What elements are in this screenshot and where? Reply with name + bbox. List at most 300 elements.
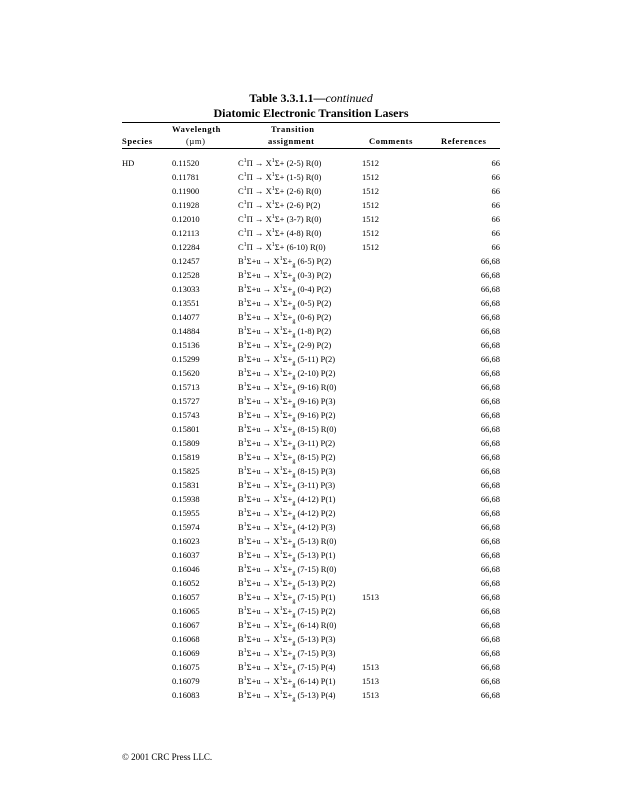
table-row — [0, 660, 617, 674]
wavelength-cell: 0.15938 — [172, 494, 200, 504]
references-cell: 66 — [491, 172, 500, 182]
upper-state: B — [238, 368, 244, 378]
lower-multiplicity: 1 — [279, 438, 283, 445]
references-cell: 66,68 — [480, 634, 500, 644]
upper-symmetry: Σ+u — [246, 690, 261, 700]
table-subtitle: Diatomic Electronic Transition Lasers — [213, 106, 409, 120]
upper-state: B — [238, 326, 244, 336]
lower-multiplicity: 1 — [279, 620, 283, 627]
upper-multiplicity: 1 — [243, 172, 247, 179]
table-body — [0, 156, 617, 702]
table-row — [0, 408, 617, 422]
lower-multiplicity: 1 — [279, 578, 283, 585]
references-cell: 66,68 — [480, 298, 500, 308]
upper-symmetry: Σ+u — [246, 424, 261, 434]
table-row — [0, 506, 617, 520]
references-cell: 66,68 — [480, 690, 500, 700]
table-row — [0, 380, 617, 394]
references-cell: 66 — [491, 186, 500, 196]
lower-parity: g — [292, 542, 296, 549]
comments-cell: 1512 — [362, 214, 379, 224]
lower-parity: g — [292, 304, 296, 311]
comments-cell: 1513 — [362, 592, 379, 602]
lower-parity: g — [292, 402, 296, 409]
wavelength-cell: 0.12457 — [172, 256, 200, 266]
wavelength-cell: 0.15299 — [172, 354, 200, 364]
transition-cell: $B^1\Sigma+u \to X^1\Sigma+_g$ (7-15) P(2) — [238, 606, 336, 619]
lower-multiplicity: 1 — [271, 214, 275, 221]
lower-symmetry: Σ+ — [282, 256, 293, 266]
lower-multiplicity: 1 — [279, 368, 283, 375]
wavelength-cell: 0.16083 — [172, 690, 200, 700]
lower-parity: g — [292, 626, 296, 633]
band-label: (5-13) P(1) — [297, 550, 336, 560]
lower-multiplicity: 1 — [279, 452, 283, 459]
table-row — [0, 436, 617, 450]
upper-multiplicity: 1 — [243, 522, 247, 529]
lower-parity: g — [292, 570, 296, 577]
header-wavelength-1: Wavelength — [172, 124, 221, 134]
table-row — [0, 534, 617, 548]
band-label: (9-16) R(0) — [297, 382, 337, 392]
comments-cell: 1513 — [362, 690, 379, 700]
band-label: (5-13) P(3) — [297, 634, 336, 644]
lower-parity: g — [292, 276, 296, 283]
upper-symmetry: Π — [246, 214, 253, 224]
table-row — [0, 338, 617, 352]
lower-multiplicity: 1 — [279, 270, 283, 277]
references-cell: 66,68 — [480, 578, 500, 588]
band-label: (8-15) R(0) — [297, 424, 337, 434]
upper-multiplicity: 1 — [243, 634, 247, 641]
lower-symmetry: Σ+ — [282, 424, 293, 434]
band-label: (2-6) R(0) — [286, 186, 322, 196]
wavelength-cell: 0.15713 — [172, 382, 200, 392]
transition-cell: $B^1\Sigma+u \to X^1\Sigma+_g$ (9-16) P(2) — [238, 410, 336, 423]
references-cell: 66,68 — [480, 438, 500, 448]
table-continued: continued — [325, 91, 373, 105]
transition-cell: $B^1\Sigma+u \to X^1\Sigma+_g$ (8-15) P(2) — [238, 452, 336, 465]
transition-cell: $C^1\Pi \to X^1\Sigma+ (4-8)$ R(0) — [238, 228, 322, 238]
upper-state: B — [238, 452, 244, 462]
wavelength-cell: 0.11928 — [172, 200, 200, 210]
lower-multiplicity: 1 — [279, 690, 283, 697]
upper-symmetry: Σ+u — [246, 270, 261, 280]
lower-symmetry: Σ+ — [274, 158, 285, 168]
upper-state: C — [238, 200, 244, 210]
lower-multiplicity: 1 — [279, 354, 283, 361]
upper-symmetry: Σ+u — [246, 368, 261, 378]
references-cell: 66,68 — [480, 396, 500, 406]
upper-multiplicity: 1 — [243, 438, 247, 445]
band-label: (6-10) R(0) — [286, 242, 326, 252]
wavelength-cell: 0.16052 — [172, 578, 200, 588]
transition-cell: $B^1\Sigma+u \to X^1\Sigma+_g$ (9-16) P(3) — [238, 396, 336, 409]
upper-symmetry: Σ+u — [246, 312, 261, 322]
lower-symmetry: Σ+ — [274, 200, 285, 210]
lower-multiplicity: 1 — [279, 648, 283, 655]
lower-symmetry: Σ+ — [282, 606, 293, 616]
lower-parity: g — [292, 458, 296, 465]
transition-cell: $B^1\Sigma+u \to X^1\Sigma+_g$ (0-6) P(2) — [238, 312, 332, 325]
lower-multiplicity: 1 — [279, 466, 283, 473]
comments-cell: 1512 — [362, 242, 379, 252]
transition-cell: $B^1\Sigma+u \to X^1\Sigma+_g$ (1-8) P(2) — [238, 326, 332, 339]
band-label: (4-12) P(1) — [297, 494, 336, 504]
lower-parity: g — [292, 430, 296, 437]
header-wavelength-2: (µm) — [186, 136, 206, 146]
lower-multiplicity: 1 — [279, 550, 283, 557]
transition-cell: $C^1\Pi \to X^1\Sigma+ (2-5)$ R(0) — [238, 158, 322, 168]
upper-state: B — [238, 256, 244, 266]
lower-multiplicity: 1 — [279, 592, 283, 599]
table-number: Table 3.3.1.1— — [249, 91, 326, 105]
lower-multiplicity: 1 — [279, 312, 283, 319]
lower-symmetry: Σ+ — [282, 676, 293, 686]
upper-symmetry: Π — [246, 200, 253, 210]
wavelength-cell: 0.15743 — [172, 410, 200, 420]
lower-parity: g — [292, 654, 296, 661]
upper-symmetry: Σ+u — [246, 508, 261, 518]
transition-cell: $B^1\Sigma+u \to X^1\Sigma+_g$ (6-14) R(0) — [238, 620, 337, 633]
wavelength-cell: 0.14077 — [172, 312, 200, 322]
header-transition-1: Transition — [271, 124, 315, 134]
lower-parity: g — [292, 486, 296, 493]
upper-symmetry: Σ+u — [246, 480, 261, 490]
table-row — [0, 268, 617, 282]
upper-multiplicity: 1 — [243, 550, 247, 557]
wavelength-cell: 0.16075 — [172, 662, 200, 672]
lower-symmetry: Σ+ — [282, 340, 293, 350]
comments-cell: 1513 — [362, 676, 379, 686]
upper-multiplicity: 1 — [243, 284, 247, 291]
lower-symmetry: Σ+ — [282, 634, 293, 644]
lower-multiplicity: 1 — [279, 382, 283, 389]
lower-symmetry: Σ+ — [274, 242, 285, 252]
upper-symmetry: Σ+u — [246, 396, 261, 406]
header-comments: Comments — [369, 136, 413, 146]
references-cell: 66,68 — [480, 256, 500, 266]
upper-multiplicity: 1 — [243, 186, 247, 193]
upper-multiplicity: 1 — [243, 620, 247, 627]
upper-symmetry: Σ+u — [246, 592, 261, 602]
upper-state: B — [238, 662, 244, 672]
upper-symmetry: Π — [246, 242, 253, 252]
references-cell: 66,68 — [480, 452, 500, 462]
upper-state: C — [238, 242, 244, 252]
upper-multiplicity: 1 — [243, 578, 247, 585]
comments-cell: 1512 — [362, 186, 379, 196]
band-label: (4-12) P(2) — [297, 508, 336, 518]
upper-state: B — [238, 382, 244, 392]
table-row — [0, 688, 617, 702]
band-label: (0-4) P(2) — [297, 284, 332, 294]
upper-symmetry: Σ+u — [246, 438, 261, 448]
table-row — [0, 156, 617, 170]
transition-cell: $C^1\Pi \to X^1\Sigma+ (2-6)$ P(2) — [238, 200, 321, 210]
lower-symmetry: Σ+ — [282, 494, 293, 504]
upper-multiplicity: 1 — [243, 662, 247, 669]
lower-multiplicity: 1 — [279, 256, 283, 263]
wavelength-cell: 0.16046 — [172, 564, 200, 574]
table-row — [0, 674, 617, 688]
upper-state: C — [238, 228, 244, 238]
transition-cell: $B^1\Sigma+u \to X^1\Sigma+_g$ (6-14) P(1) — [238, 676, 336, 689]
table-row — [0, 646, 617, 660]
transition-cell: $C^1\Pi \to X^1\Sigma+ (6-10)$ R(0) — [238, 242, 326, 252]
upper-state: B — [238, 550, 244, 560]
table-row — [0, 632, 617, 646]
table-row — [0, 520, 617, 534]
upper-state: C — [238, 186, 244, 196]
upper-multiplicity: 1 — [243, 480, 247, 487]
references-cell: 66,68 — [480, 550, 500, 560]
upper-state: B — [238, 522, 244, 532]
lower-parity: g — [292, 612, 296, 619]
lower-symmetry: Σ+ — [282, 592, 293, 602]
transition-cell: $B^1\Sigma+u \to X^1\Sigma+_g$ (8-15) R(0) — [238, 424, 337, 437]
upper-symmetry: Σ+u — [246, 676, 261, 686]
upper-symmetry: Σ+u — [246, 256, 261, 266]
lower-multiplicity: 1 — [271, 228, 275, 235]
lower-symmetry: Σ+ — [282, 410, 293, 420]
transition-cell: $B^1\Sigma+u \to X^1\Sigma+_g$ (0-3) P(2) — [238, 270, 332, 283]
wavelength-cell: 0.16065 — [172, 606, 200, 616]
wavelength-cell: 0.15831 — [172, 480, 200, 490]
wavelength-cell: 0.11520 — [172, 158, 200, 168]
references-cell: 66,68 — [480, 424, 500, 434]
lower-multiplicity: 1 — [279, 494, 283, 501]
upper-multiplicity: 1 — [243, 214, 247, 221]
upper-symmetry: Σ+u — [246, 550, 261, 560]
lower-symmetry: Σ+ — [282, 326, 293, 336]
lower-symmetry: Σ+ — [282, 382, 293, 392]
wavelength-cell: 0.15819 — [172, 452, 200, 462]
upper-state: B — [238, 676, 244, 686]
band-label: (4-12) P(3) — [297, 522, 336, 532]
table-row — [0, 170, 617, 184]
upper-state: B — [238, 438, 244, 448]
upper-state: B — [238, 536, 244, 546]
lower-parity: g — [292, 416, 296, 423]
band-label: (2-6) P(2) — [286, 200, 321, 210]
references-cell: 66,68 — [480, 494, 500, 504]
table-row — [0, 240, 617, 254]
references-cell: 66,68 — [480, 592, 500, 602]
references-cell: 66,68 — [480, 312, 500, 322]
upper-multiplicity: 1 — [243, 690, 247, 697]
lower-symmetry: Σ+ — [282, 438, 293, 448]
lower-multiplicity: 1 — [279, 410, 283, 417]
upper-symmetry: Σ+u — [246, 634, 261, 644]
table-row — [0, 604, 617, 618]
wavelength-cell: 0.16023 — [172, 536, 200, 546]
band-label: (7-15) P(2) — [297, 606, 336, 616]
transition-cell: $B^1\Sigma+u \to X^1\Sigma+_g$ (5-13) P(4) — [238, 690, 336, 703]
lower-symmetry: Σ+ — [274, 186, 285, 196]
upper-state: B — [238, 564, 244, 574]
band-label: (2-10) P(2) — [297, 368, 336, 378]
upper-state: B — [238, 340, 244, 350]
upper-symmetry: Σ+u — [246, 340, 261, 350]
wavelength-cell: 0.12528 — [172, 270, 200, 280]
band-label: (5-13) R(0) — [297, 536, 337, 546]
lower-parity: g — [292, 290, 296, 297]
transition-cell: $B^1\Sigma+u \to X^1\Sigma+_g$ (7-15) P(1) — [238, 592, 336, 605]
upper-symmetry: Π — [246, 186, 253, 196]
lower-parity: g — [292, 528, 296, 535]
upper-symmetry: Π — [246, 158, 253, 168]
band-label: (2-9) P(2) — [297, 340, 332, 350]
lower-symmetry: Σ+ — [282, 578, 293, 588]
table-row — [0, 618, 617, 632]
lower-symmetry: Σ+ — [282, 620, 293, 630]
upper-symmetry: Σ+u — [246, 382, 261, 392]
transition-cell: $B^1\Sigma+u \to X^1\Sigma+_g$ (4-12) P(1) — [238, 494, 336, 507]
lower-multiplicity: 1 — [271, 172, 275, 179]
transition-cell: $B^1\Sigma+u \to X^1\Sigma+_g$ (5-13) P(1) — [238, 550, 336, 563]
transition-cell: $B^1\Sigma+u \to X^1\Sigma+_g$ (0-5) P(2) — [238, 298, 332, 311]
lower-symmetry: Σ+ — [282, 690, 293, 700]
upper-symmetry: Σ+u — [246, 326, 261, 336]
upper-state: B — [238, 270, 244, 280]
lower-multiplicity: 1 — [271, 158, 275, 165]
lower-symmetry: Σ+ — [282, 480, 293, 490]
references-cell: 66 — [491, 200, 500, 210]
band-label: (3-7) R(0) — [286, 214, 322, 224]
lower-symmetry: Σ+ — [282, 354, 293, 364]
lower-symmetry: Σ+ — [282, 662, 293, 672]
upper-symmetry: Σ+u — [246, 494, 261, 504]
upper-state: B — [238, 396, 244, 406]
lower-parity: g — [292, 332, 296, 339]
upper-multiplicity: 1 — [243, 382, 247, 389]
upper-state: B — [238, 634, 244, 644]
upper-symmetry: Σ+u — [246, 522, 261, 532]
band-label: (3-11) P(2) — [297, 438, 336, 448]
wavelength-cell: 0.16057 — [172, 592, 200, 602]
upper-multiplicity: 1 — [243, 368, 247, 375]
references-cell: 66,68 — [480, 564, 500, 574]
table-row — [0, 310, 617, 324]
upper-multiplicity: 1 — [243, 270, 247, 277]
wavelength-cell: 0.12284 — [172, 242, 200, 252]
upper-multiplicity: 1 — [243, 326, 247, 333]
lower-symmetry: Σ+ — [282, 508, 293, 518]
lower-parity: g — [292, 500, 296, 507]
wavelength-cell: 0.13033 — [172, 284, 200, 294]
upper-multiplicity: 1 — [243, 564, 247, 571]
upper-multiplicity: 1 — [243, 606, 247, 613]
band-label: (7-15) P(4) — [297, 662, 336, 672]
upper-state: B — [238, 424, 244, 434]
transition-cell: $B^1\Sigma+u \to X^1\Sigma+_g$ (5-13) P(3) — [238, 634, 336, 647]
transition-cell: $B^1\Sigma+u \to X^1\Sigma+_g$ (7-15) R(0) — [238, 564, 337, 577]
transition-cell: $B^1\Sigma+u \to X^1\Sigma+_g$ (9-16) R(0) — [238, 382, 337, 395]
upper-symmetry: Σ+u — [246, 662, 261, 672]
upper-state: C — [238, 214, 244, 224]
lower-symmetry: Σ+ — [282, 298, 293, 308]
lower-symmetry: Σ+ — [282, 452, 293, 462]
table-row — [0, 282, 617, 296]
references-cell: 66,68 — [480, 340, 500, 350]
lower-multiplicity: 1 — [279, 424, 283, 431]
upper-state: B — [238, 578, 244, 588]
comments-cell: 1512 — [362, 228, 379, 238]
lower-multiplicity: 1 — [279, 634, 283, 641]
lower-multiplicity: 1 — [279, 564, 283, 571]
band-label: (9-16) P(3) — [297, 396, 336, 406]
upper-state: C — [238, 158, 244, 168]
lower-symmetry: Σ+ — [282, 284, 293, 294]
header-bottom-rule — [122, 148, 500, 149]
lower-multiplicity: 1 — [279, 298, 283, 305]
wavelength-cell: 0.15727 — [172, 396, 200, 406]
wavelength-cell: 0.15974 — [172, 522, 200, 532]
transition-cell: $B^1\Sigma+u \to X^1\Sigma+_g$ (0-4) P(2) — [238, 284, 332, 297]
wavelength-cell: 0.12010 — [172, 214, 200, 224]
upper-state: B — [238, 480, 244, 490]
references-cell: 66,68 — [480, 368, 500, 378]
band-label: (8-15) P(2) — [297, 452, 336, 462]
upper-state: B — [238, 508, 244, 518]
band-label: (5-11) P(2) — [297, 354, 336, 364]
upper-symmetry: Σ+u — [246, 648, 261, 658]
band-label: (3-11) P(3) — [297, 480, 336, 490]
wavelength-cell: 0.11900 — [172, 186, 200, 196]
upper-symmetry: Σ+u — [246, 620, 261, 630]
lower-parity: g — [292, 640, 296, 647]
transition-cell: $B^1\Sigma+u \to X^1\Sigma+_g$ (5-11) P(2) — [238, 354, 336, 367]
upper-state: B — [238, 354, 244, 364]
upper-symmetry: Σ+u — [246, 578, 261, 588]
wavelength-cell: 0.15801 — [172, 424, 200, 434]
wavelength-cell: 0.16068 — [172, 634, 200, 644]
upper-multiplicity: 1 — [243, 312, 247, 319]
upper-multiplicity: 1 — [243, 200, 247, 207]
header-transition-2: assignment — [268, 136, 315, 146]
table-row — [0, 394, 617, 408]
copyright-footer: © 2001 CRC Press LLC. — [122, 752, 213, 762]
transition-cell: $B^1\Sigma+u \to X^1\Sigma+_g$ (5-13) P(2) — [238, 578, 336, 591]
upper-state: B — [238, 648, 244, 658]
wavelength-cell: 0.14884 — [172, 326, 200, 336]
transition-cell: $B^1\Sigma+u \to X^1\Sigma+_g$ (7-15) P(3) — [238, 648, 336, 661]
table-row — [0, 254, 617, 268]
references-cell: 66,68 — [480, 508, 500, 518]
lower-symmetry: Σ+ — [274, 228, 285, 238]
wavelength-cell: 0.16079 — [172, 676, 200, 686]
lower-multiplicity: 1 — [279, 536, 283, 543]
references-cell: 66,68 — [480, 522, 500, 532]
upper-state: B — [238, 494, 244, 504]
lower-multiplicity: 1 — [271, 186, 275, 193]
lower-symmetry: Σ+ — [282, 648, 293, 658]
lower-multiplicity: 1 — [279, 326, 283, 333]
table-row — [0, 366, 617, 380]
transition-cell: $B^1\Sigma+u \to X^1\Sigma+_g$ (4-12) P(2) — [238, 508, 336, 521]
table-row — [0, 548, 617, 562]
references-cell: 66,68 — [480, 326, 500, 336]
lower-parity: g — [292, 374, 296, 381]
references-cell: 66,68 — [480, 354, 500, 364]
transition-cell: $B^1\Sigma+u \to X^1\Sigma+_g$ (4-12) P(3) — [238, 522, 336, 535]
lower-multiplicity: 1 — [279, 662, 283, 669]
wavelength-cell: 0.12113 — [172, 228, 200, 238]
lower-symmetry: Σ+ — [282, 550, 293, 560]
lower-parity: g — [292, 556, 296, 563]
lower-multiplicity: 1 — [279, 340, 283, 347]
